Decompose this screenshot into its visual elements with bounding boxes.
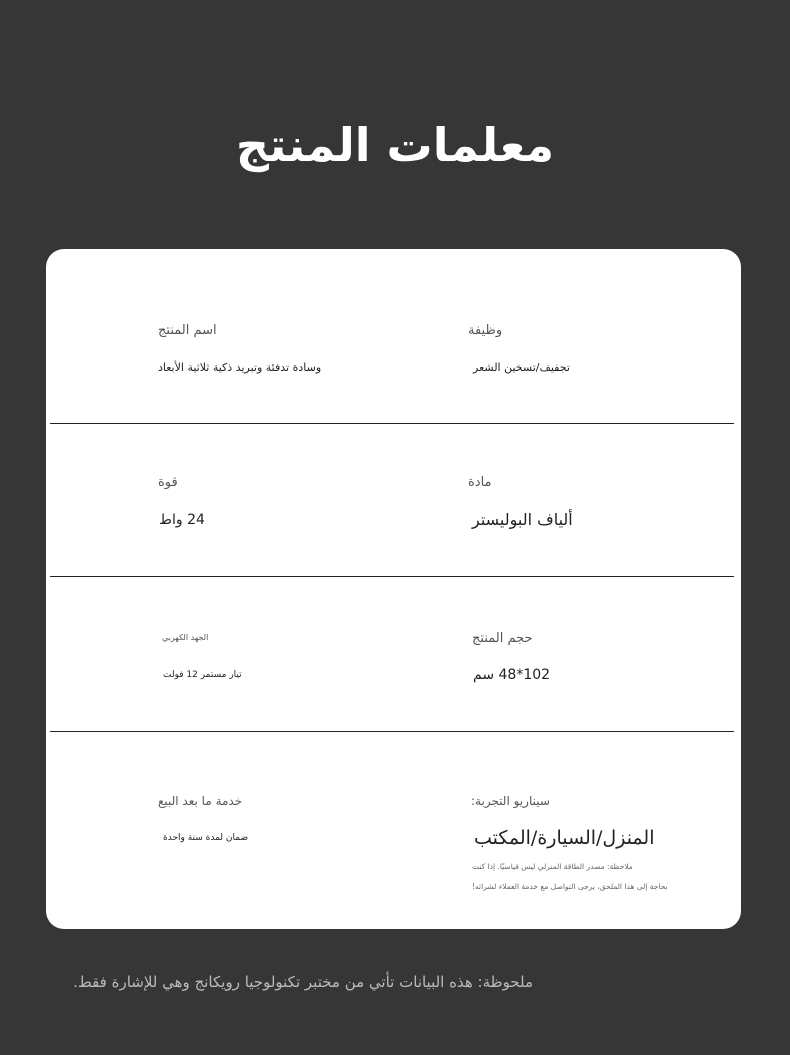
power-label: قوة xyxy=(158,475,178,490)
material-label: مادة xyxy=(468,475,492,490)
voltage-value: تيار مستمر 12 فولت xyxy=(163,670,242,680)
scenario-note-line-2: بحاجة إلى هذا الملحق، يرجى التواصل مع خدمة العملاء لشرائه! xyxy=(472,882,668,891)
product-size-label: حجم المنتج xyxy=(472,631,533,646)
voltage-label: الجهد الكهربي xyxy=(162,633,209,642)
parameters-card xyxy=(46,249,741,929)
scenario-note-line-1: ملاحظة: مصدر الطاقة المنزلي ليس قياسيًا. إذا كنت xyxy=(472,862,633,871)
power-value: 24 واط xyxy=(159,512,205,528)
product-size-value: 102*48 سم xyxy=(473,667,551,683)
row-divider xyxy=(50,576,734,577)
function-label: وظيفة xyxy=(468,323,503,338)
after-sales-value: ضمان لمدة سنة واحدة xyxy=(163,833,249,843)
after-sales-label: خدمة ما بعد البيع xyxy=(158,794,243,808)
footer-note: ملحوظة: هذه البيانات تأتي من مختبر تكنولوجيا رويكانج وهي للإشارة فقط. xyxy=(73,973,533,991)
function-value: تجفيف/تسخين الشعر xyxy=(473,361,570,374)
row-divider xyxy=(50,731,734,732)
scenario-label: سيناريو التجربة: xyxy=(471,794,550,808)
scenario-value: المنزل/السيارة/المكتب xyxy=(474,827,655,849)
page-title: معلمات المنتج xyxy=(235,118,555,172)
product-name-value: وسادة تدفئة وتبريد ذكية ثلاثية الأبعاد xyxy=(158,361,322,374)
material-value: ألياف البوليستر xyxy=(472,510,573,529)
product-name-label: اسم المنتج xyxy=(158,323,217,338)
row-divider xyxy=(50,423,734,424)
